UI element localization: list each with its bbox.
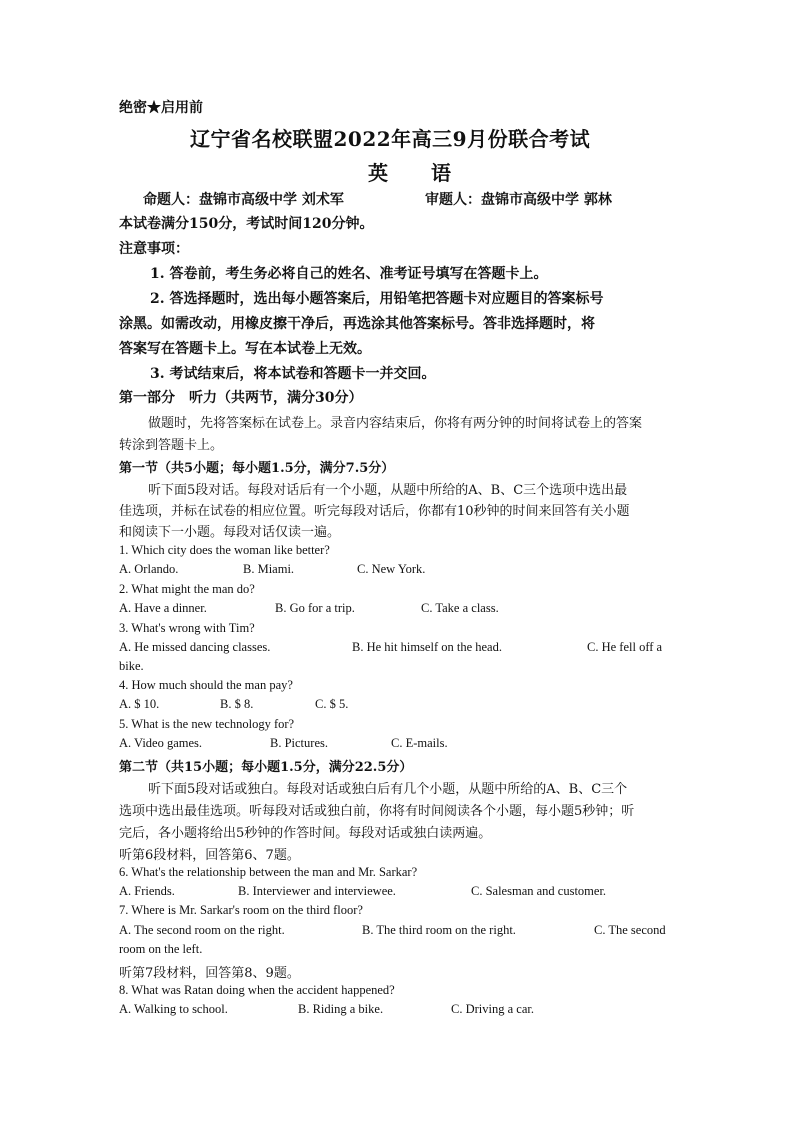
question-3-option-a: A. He missed dancing classes. bbox=[119, 640, 271, 654]
question-5-option-b: B. Pictures. bbox=[270, 736, 328, 750]
question-8-option-c: C. Driving a car. bbox=[451, 1002, 534, 1016]
notice-item-2-line-1: 2. 答选择题时，选出每小题答案后，用铅笔把答题卡对应题目的答案标号 bbox=[150, 291, 604, 307]
part1-intro-line-2: 转涂到答题卡上。 bbox=[119, 438, 224, 453]
question-3-stem: 3. What's wrong with Tim? bbox=[119, 621, 255, 635]
question-1-option-b: B. Miami. bbox=[243, 562, 295, 576]
question-7-option-c-continued: room on the left. bbox=[119, 942, 203, 956]
question-6-option-c: C. Salesman and customer. bbox=[471, 884, 607, 898]
question-6-option-b: B. Interviewer and interviewee. bbox=[238, 884, 396, 898]
notice-item-3: 3. 考试结束后，将本试卷和答题卡一并交回。 bbox=[150, 366, 436, 382]
score-time-info: 本试卷满分150分，考试时间120分钟。 bbox=[119, 216, 374, 232]
question-5-option-c: C. E-mails. bbox=[391, 736, 448, 750]
section1-intro-line-3: 和阅读下一小题。每段对话仅读一遍。 bbox=[119, 525, 341, 540]
notice-heading: 注意事项： bbox=[119, 241, 189, 257]
part1-intro-line-1: 做题时，先将答案标在试卷上。录音内容结束后，你将有两分钟的时间将试卷上的答案 bbox=[148, 416, 643, 431]
question-setter: 命题人：盘锦市高级中学 刘术军 bbox=[143, 192, 344, 208]
section2-intro-line-2: 选项中选出最佳选项。听每段对话或独白前，你将有时间阅读各个小题，每小题5秒钟；听 bbox=[119, 804, 635, 819]
confidential-label: 绝密★启用前 bbox=[119, 100, 203, 116]
question-6-option-a: A. Friends. bbox=[119, 884, 175, 898]
question-4-option-b: B. $ 8. bbox=[220, 697, 254, 711]
exam-title: 辽宁省名校联盟2022年高三9月份联合考试 bbox=[190, 127, 591, 151]
question-2-option-c: C. Take a class. bbox=[421, 601, 499, 615]
question-4-stem: 4. How much should the man pay? bbox=[119, 678, 293, 692]
question-1-stem: 1. Which city does the woman like better? bbox=[119, 543, 330, 557]
question-2-option-b: B. Go for a trip. bbox=[275, 601, 355, 615]
subject-title: 英 语 bbox=[368, 161, 469, 185]
section1-heading: 第一节（共5小题；每小题1.5分，满分7.5分） bbox=[119, 461, 395, 476]
question-1-option-c: C. New York. bbox=[357, 562, 426, 576]
question-6-stem: 6. What's the relationship between the man and Mr. Sarkar? bbox=[119, 865, 418, 879]
part1-heading: 第一部分 听力（共两节，满分30分） bbox=[119, 390, 363, 406]
material-7-instruction: 听第7段材料，回答第8、9题。 bbox=[119, 966, 300, 981]
section1-intro-line-2: 佳选项，并标在试卷的相应位置。听完每段对话后，你都有10秒钟的时间来回答有关小题 bbox=[119, 504, 630, 519]
section2-heading: 第二节（共15小题；每小题1.5分，满分22.5分） bbox=[119, 760, 413, 775]
question-3-option-c-continued: bike. bbox=[119, 659, 144, 673]
question-5-option-a: A. Video games. bbox=[119, 736, 203, 750]
question-8-option-b: B. Riding a bike. bbox=[298, 1002, 384, 1016]
question-reviewer: 审题人：盘锦市高级中学 郭林 bbox=[425, 192, 612, 208]
section2-intro-line-1: 听下面5段对话或独白。每段对话或独白后有几个小题，从题中所给的A、B、C三个 bbox=[148, 782, 628, 797]
question-8-option-a: A. Walking to school. bbox=[119, 1002, 228, 1016]
section1-intro-line-1: 听下面5段对话。每段对话后有一个小题，从题中所给的A、B、C三个选项中选出最 bbox=[148, 483, 628, 498]
question-3-option-c: C. He fell off a bbox=[587, 640, 663, 654]
question-5-stem: 5. What is the new technology for? bbox=[119, 717, 295, 731]
question-2-stem: 2. What might the man do? bbox=[119, 582, 255, 596]
question-7-option-a: A. The second room on the right. bbox=[119, 923, 285, 937]
section2-intro-line-3: 完后，各小题将给出5秒钟的作答时间。每段对话或独白读两遍。 bbox=[119, 826, 492, 841]
question-7-stem: 7. Where is Mr. Sarkar's room on the third floor? bbox=[119, 903, 363, 917]
material-6-instruction: 听第6段材料，回答第6、7题。 bbox=[119, 848, 300, 863]
question-7-option-b: B. The third room on the right. bbox=[362, 923, 516, 937]
question-4-option-c: C. $ 5. bbox=[315, 697, 349, 711]
notice-item-2-line-3: 答案写在答题卡上。写在本试卷上无效。 bbox=[119, 341, 371, 357]
question-2-option-a: A. Have a dinner. bbox=[119, 601, 207, 615]
notice-item-2-line-2: 涂黑。如需改动，用橡皮擦干净后，再选涂其他答案标号。答非选择题时，将 bbox=[119, 316, 595, 332]
question-7-option-c: C. The second bbox=[594, 923, 666, 937]
question-1-option-a: A. Orlando. bbox=[119, 562, 179, 576]
question-4-option-a: A. $ 10. bbox=[119, 697, 160, 711]
question-3-option-b: B. He hit himself on the head. bbox=[352, 640, 502, 654]
notice-item-1: 1. 答卷前，考生务必将自己的姓名、准考证号填写在答题卡上。 bbox=[150, 266, 548, 282]
question-8-stem: 8. What was Ratan doing when the accident happened? bbox=[119, 983, 395, 997]
